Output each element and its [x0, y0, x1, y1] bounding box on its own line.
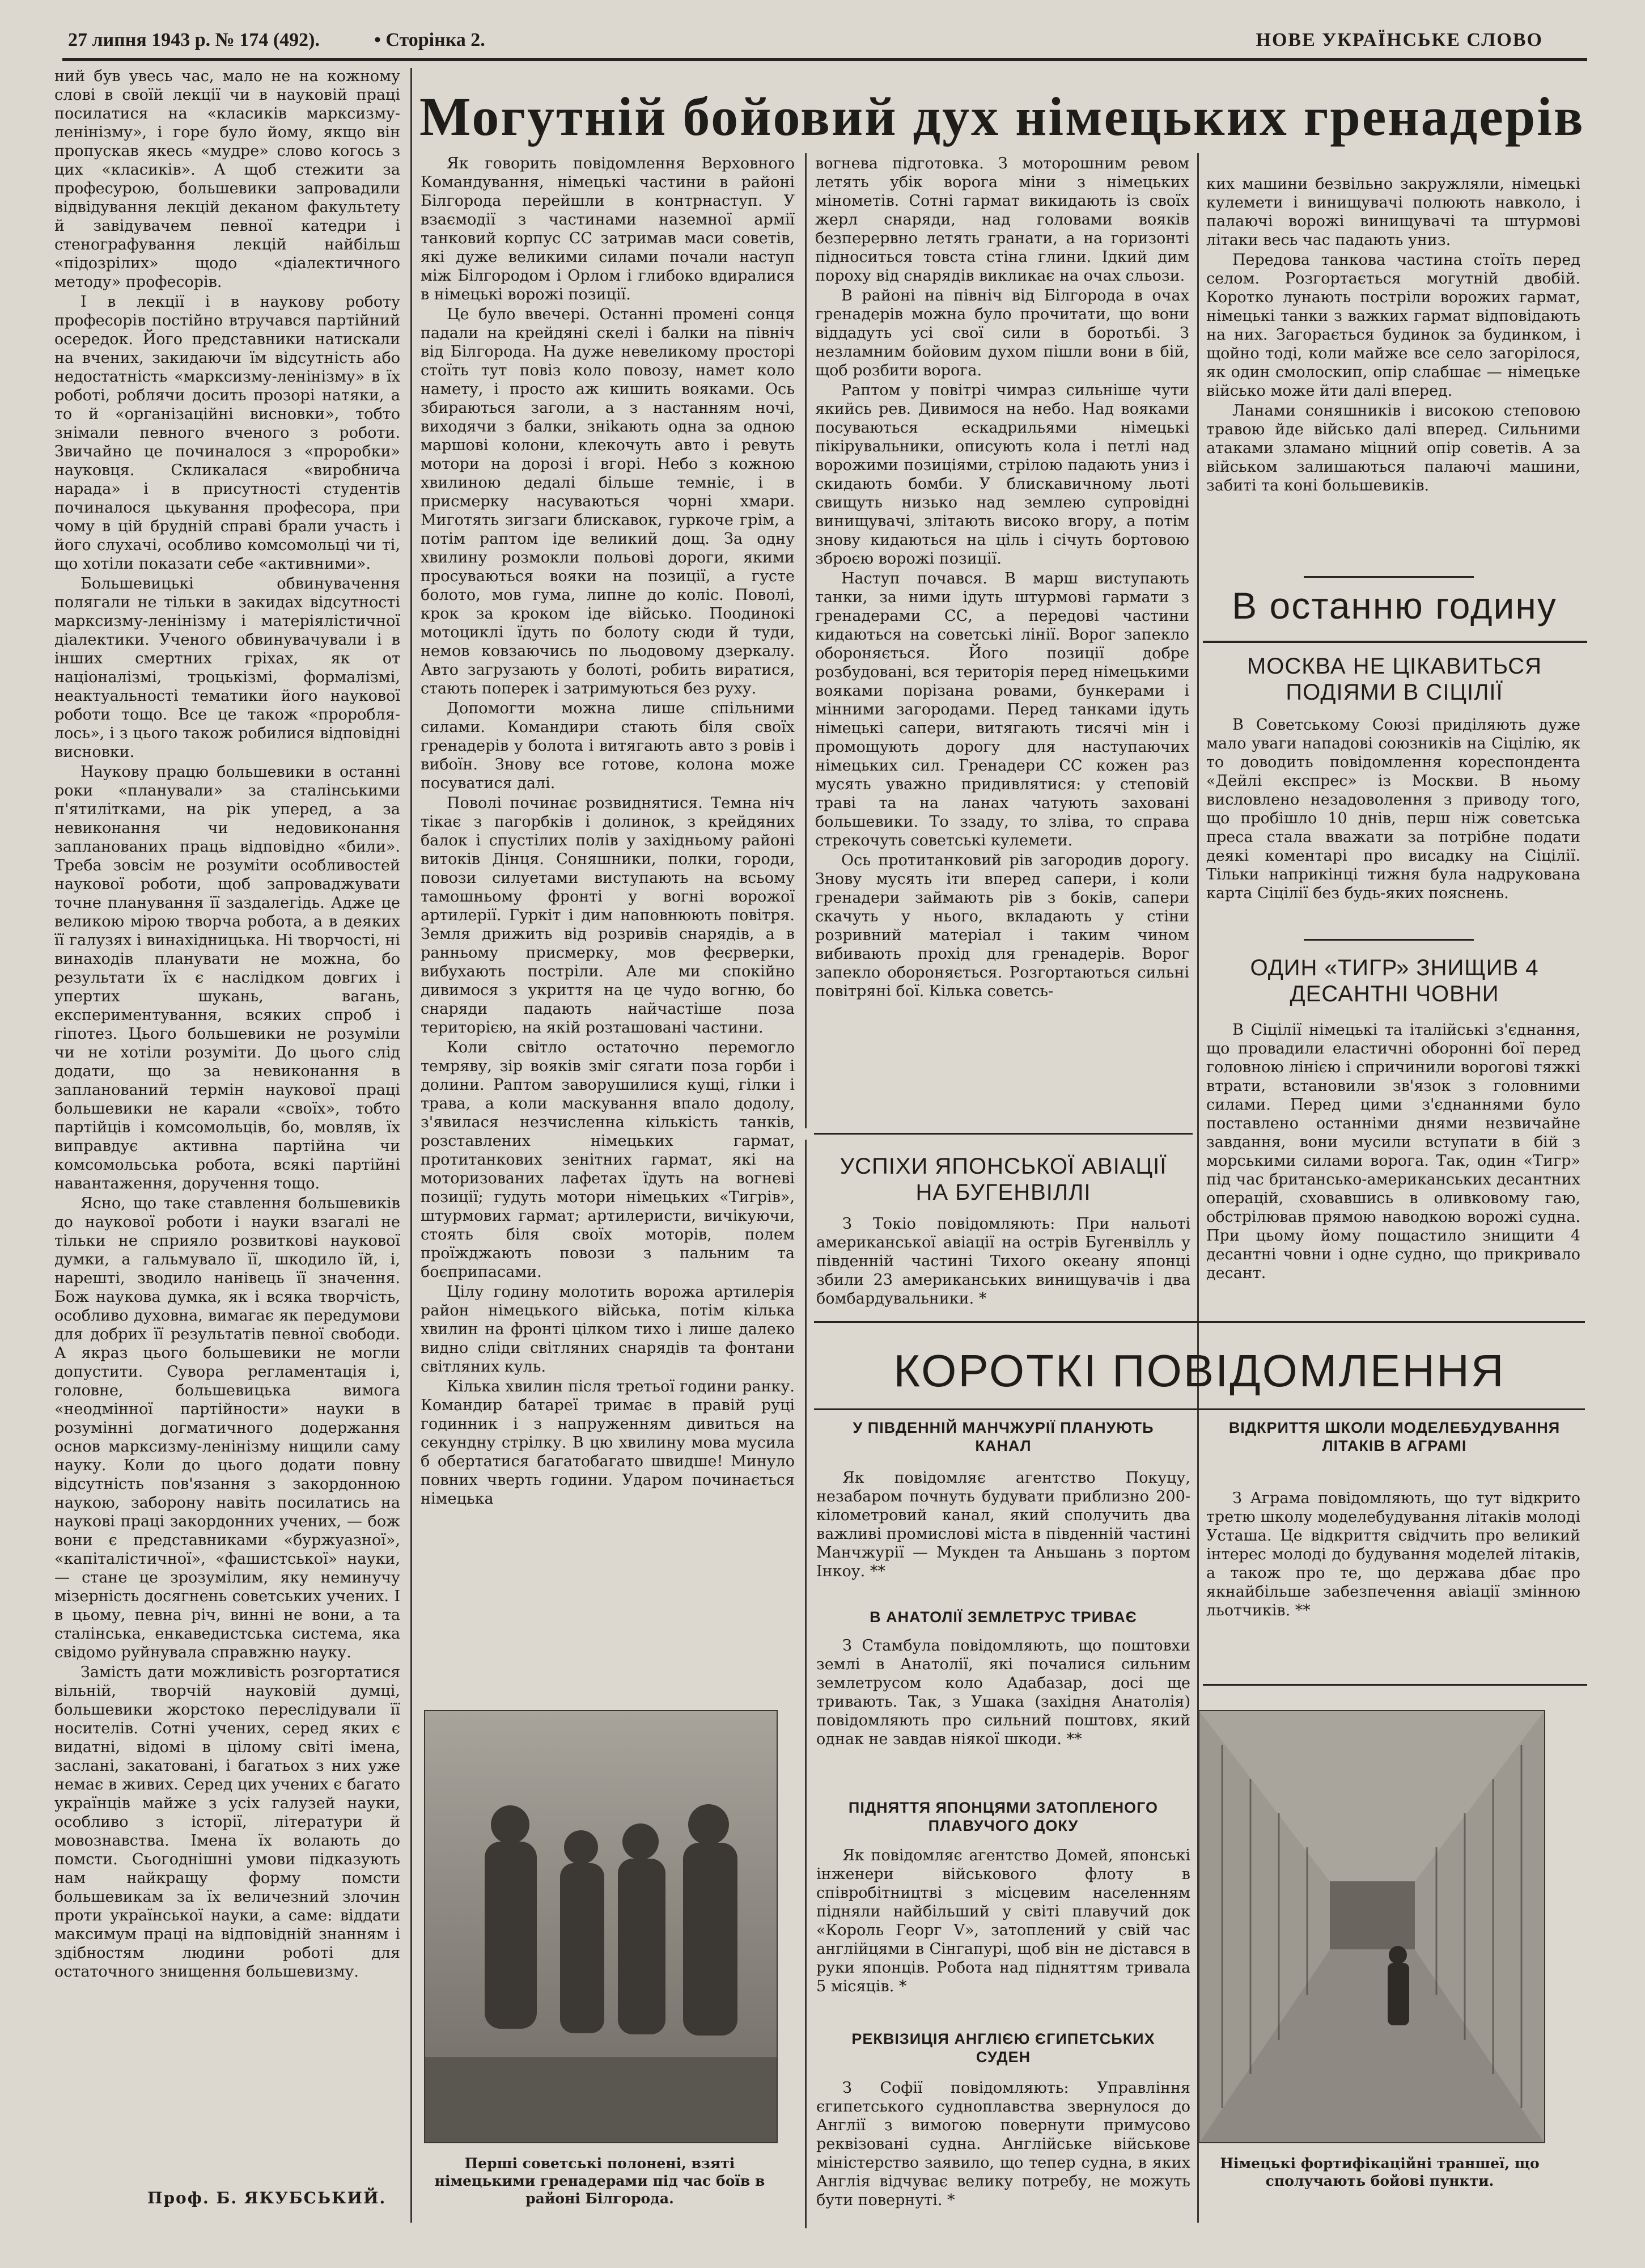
aviation-title-line1: УСПІХИ ЯПОНСЬКОЇ АВІАЦІЇ: [840, 1154, 1167, 1179]
article-paragraph: Передова танкова частина стоїть перед селом. Розгортається могутній двобій. Коротко лунають постріли ворожих гармат, німецькі танки з важких гармат відповідають на них. Загорається будинок за будинком, і щойно тоді, коли майже все село загорілося, як один смолоскип, опір слабшає — німецьке військо може йти далі вперед.: [1206, 251, 1580, 400]
section-rule: [814, 1408, 1585, 1410]
tiger-text: В Сіцілії німецькі та італійські з'єднання, що провадили еластичні оборонні бої перед головною лінією і спричинили ворогові тяжкі втрати, встановили зв'язок з головними силами. Перед цими з'єднаннями було поставлено останніми днями незвичайне завдання, вони мусили вступати в бій з морськими силами ворога. Так, один «Тигр» під час британсько-американських десантних операцій, сховавшись в оливковому гаю, обстрілював прямою наводкою ворожі судна. При цьому йому пощастило знищити 4 десантні човни і одне судно, що прикривало десант.: [1206, 1021, 1580, 1282]
aviation-text-block: [816, 1215, 1190, 1309]
article-paragraph: Раптом у повітрі чимраз сильніше чути якийсь рев. Дивимося на небо. Над вояками посуваються ескадрильями німецькі пікірувальники, описують кола і петлі над ворожими позиціями, стрілою падають униз і скидають бомби. У блискавичному льоті свищуть низько над землею супровідні винищувачі, злітають високо вгору, а потім знову кидаються на ціль і січуть бортовою зброєю ворожі позиції.: [815, 382, 1189, 568]
tiger-title: ОДИН «ТИГР» ЗНИЩИВ 4 ДЕСАНТНІ ЧОВНИ: [1250, 955, 1539, 1006]
photo-trenches-caption: Німецькі фортифікаційні траншеї, що сполучають бойові пункти.: [1220, 2155, 1540, 2189]
egypt-text-block: [816, 2079, 1190, 2211]
article-paragraph: В районі на північ від Білгорода в очах гренадерів можна було прочитати, що вони віддадуть усі свої сили в боротьбі. З незламним бойовим духом пішли вони в бій, щоб розбити ворога.: [815, 287, 1189, 379]
photo-trenches-image: [1199, 1711, 1544, 2142]
article-paragraph: Наступ почався. В марш виступають танки, за ними ідуть штурмові гармати з гренадерами СС, а передові частини кидаються на советські лінії. Ворог запекло обороняється. Його позиції добре розбудовані, вся територія перед німецькими вояками порізана ровами, бункерами і мінними загородами. Перед танками ідуть німецькі сапери, витягають тисячі мін і промощують дорогу для наступаючих німецьких сил. Гренадери СС кожен раз мусять уважно придивлятися: у степовій траві та на ланах чатують заховані большевики. То ззаду, то зліва, то справа стрекочуть советські кулемети.: [815, 570, 1189, 849]
article-signature: Проф. Б. ЯКУБСЬКИЙ.: [147, 2189, 387, 2207]
article-paragraph: Коли світло остаточно перемогло темряву, зір вояків зміг сягати поза горби і долини. Раптом заворушилися кущі, гілки і трава, а коли маскування впало додолу, з'явилася незчисленна кількість танків, розставлених німецьких гармат, протитанкових зенітних гармат, які на моторизованих лафетах їдуть на вогневі позиції; гудуть мотори німецьких «Тигрів», штурмових гармат; артилеристи, вичікуючи, стоять біля своїх моторів, полем проїжджають повози з пальним та боєприпасами.: [421, 1039, 795, 1281]
manchuria-title: У ПІВДЕННІЙ МАНЧЖУРІЇ ПЛАНУЮТЬ КАНАЛ: [853, 1419, 1154, 1454]
tiger-text-block: [1206, 1021, 1580, 1284]
grenadiers-column-1: [421, 154, 795, 1509]
article-paragraph: Цілу годину молотить ворожа артилерія район німецького війська, потім кілька хвилин на фронті цілком тихо і лише далеко видно сліди світляних снарядів та фонтани світляних куль.: [421, 1283, 795, 1376]
article-paragraph: Як говорить повідомлення Верховного Командування, німецькі частини в районі Білгорода перейшли в контрнаступ. У взаємодії з частинами наземної армії танковий корпус СС затримав маси советів, які дуже великими силами почали наступ між Білгородом і Орлом і глибоко вдиралися в німецькі ворожі позиції.: [421, 155, 795, 303]
newspaper-name: НОВЕ УКРАЇНСЬКЕ СЛОВО: [1256, 29, 1543, 50]
quake-title: В АНАТОЛІЇ ЗЕМЛЕТРУС ТРИВАЄ: [870, 1609, 1137, 1626]
header-page-number: • Сторінка 2.: [374, 29, 485, 50]
moscow-text-block: [1206, 716, 1580, 904]
ornament-divider: [1304, 576, 1474, 578]
article-paragraph: ких машини безвільно закружляли, німецькі кулемети і винищувачі полюють навколо, і палаючі ворожі винищувачі та штурмові літаки весь час падають униз.: [1206, 175, 1580, 249]
dock-title: ПІДНЯТТЯ ЯПОНЦЯМИ ЗАТОПЛЕНОГО ПЛАВУЧОГО ДОКУ: [848, 1799, 1159, 1834]
school-title: ВІДКРИТТЯ ШКОЛИ МОДЕЛЕБУДУВАННЯ ЛІТАКІВ В АГРАМІ: [1228, 1419, 1561, 1454]
short-news-title: КОРОТКІ ПОВІДОМЛЕННЯ: [893, 1345, 1506, 1396]
moscow-title: МОСКВА НЕ ЦІКАВИТЬСЯ ПОДІЯМИ В СІЦІЛІЇ: [1247, 654, 1542, 705]
article-paragraph: Большевицькі обвинувачення полягали не тільки в закидах відсутності марксизму-ленінізму і матеріялістичної діалектики. Ученого обвинувачували і в інших смертних гріхах, як от націоналізмі, троцькізмі, формалізмі, неактуальності тематики його наукової роботи тощо. Все це також «пророблялось», і з цього також робилися відповідні висновки.: [54, 575, 400, 761]
article-paragraph: вогнева підготовка. З моторошним ревом летять убік ворога міни з німецьких мінометів. Сотні гармат викидають із своїх жерл снаряди, над головами вояків безперервно летять гранати, а на горизонті підноситься товста стіна глини. Ідкий дим пороху від снарядів викликає на очах сльози.: [815, 155, 1189, 285]
article-paragraph: Кілька хвилин після третьої години ранку. Командир батареї тримає в правій руці годинник і з напруженням дивиться на секундну стрілку. В цю хвилину мова мусила б обертатися багатобагато швидше! Минуло повних чверть години. Ударом починається німецька: [421, 1378, 795, 1508]
header-date-issue: 27 липня 1943 р. № 174 (492).: [68, 29, 320, 50]
photo-prisoners: [424, 1710, 778, 2143]
egypt-title: РЕКВІЗИЦІЯ АНГЛІЄЮ ЄГИПЕТСЬКИХ СУДЕН: [851, 2030, 1155, 2066]
article-paragraph: Ланами соняшників і високою степовою травою йде військо далі вперед. Сильними атаками зламано міцний опір советів. А за військом залишаються палаючі машини, забиті та коні большевиків.: [1206, 402, 1580, 494]
section-rule: [1203, 641, 1587, 643]
grenadiers-column-3: [1206, 175, 1580, 496]
school-text: З Аграма повідомляють, що тут відкрито третю школу моделебудування літаків молоді Усташа. Це відкриття свідчить про великий інтерес молоді до будування моделей літаків, а також про те, що держава дбає про якнайбільше забезпечення авіації змінною льотчиків. **: [1206, 1490, 1580, 1619]
section-rule: [814, 1321, 1585, 1323]
aviation-title-line2: НА БУГЕНВІЛЛІ: [915, 1180, 1091, 1205]
aviation-title: [814, 1153, 1193, 1205]
article-science-column: [54, 67, 400, 1982]
article-paragraph: Повoлі починає розвиднятися. Темна ніч тікає з пагорбків і долинок, з крейдяних балок і спустілих полів у західньому районі витоків Дінця. Соняшники, полки, городи, повози силуетами виступають на всьому тамошньому фронті у вогні ворожої артилерії. Гуркіт і дим наповнюють повітря. Земля дрижить від розривів снарядів, а в ранньому присмерку, мов феєрверки, вибухають постріли. Але ми спокійно дивимося з укриття на це чудо вогню, бо снаряди падають найчастіше поза територією, на якій розташовані частини.: [421, 794, 795, 1036]
quake-text-block: [816, 1636, 1190, 1750]
grenadiers-column-2: [815, 154, 1189, 1002]
header-rule: [62, 58, 1587, 61]
article-paragraph: І в лекції і в наукову роботу професорів постійно втручався партійний осередок. Його представники натискали на вчених, закидаючи їм відсутність або недостатність «марксизму-ленінізму» в їх роботі, роблячи досить прозорі натяки, а то й «організаційні висновки», тобто знімали певного вченого з роботи. Звичайно це починалося з «проробки» науковця. Скликалася «виробнича нарада» і в присутності студентів починалося цькування професора, при чому в цій брудній справі брали участь і його слухачі, особливо комсомольці чи ті, що хотіли показати себе «активними».: [54, 293, 400, 573]
section-rule: [1203, 1684, 1587, 1686]
last-hour-title: В останню годину: [1232, 585, 1557, 627]
headline-grenadiers: Могутній бойовий дух німецьких гренадерів: [419, 86, 1585, 147]
article-paragraph: Це було ввечері. Останні промені сонця падали на крейдяні скелі і балки на північ від Білгорода. На дуже невеликому просторі стоїть тут повіз коло повозу, намет коло намету, і просто аж кишить вояками. Ось збираються заголи, а з настанням ночі, виходячи з балки, знikaють одна за одною маршові колони, клекочуть авто і ревуть мотори на дорозі і вгорі. Небо з кожною хвилиною дедалі більше темніє, і в присмерку насуваються чорні хмари. Миготять зигзаги блискавок, гуркоче грім, а потім раптом іде великий дощ. За одну хвилину розмокли польові дороги, якими просуваються вояки на позиції, а густе болото, мов гума, липне до коліс. Повoлі, крок за кроком іде військо. Поодинокі мотоциклі їдуть по болоту сюди й туди, немов ковзаючись по льодовому дзеркалу. Авто загрузають у болоті, робить виратися, стають поперек і затримуються без руху.: [421, 306, 795, 697]
photo-prisoners-caption: Перші советські полонені, взяті німецькими гренадерами під час боїв в районі Білгорода.: [434, 2155, 765, 2207]
manchuria-text-block: [816, 1469, 1190, 1582]
column-divider: [805, 1140, 807, 2228]
aviation-text: З Токіо повідомляють: При нальоті американської авіації на острів Бугенвілль у південній частині Тихого океану японці збили 23 американських винищувачів і два бомбардувальники. *: [816, 1215, 1190, 1308]
photo-prisoners-image: [425, 1711, 777, 2142]
section-rule: [1304, 939, 1474, 941]
dock-text-block: [816, 1846, 1190, 1997]
photo-trenches: [1198, 1710, 1545, 2143]
moscow-text: В Советському Союзі приділяють дуже мало уваги нападові союзників на Сіцілію, як то доводить повідомлення кореспондента «Дейлі експрес» із Москви. В ньому висловлено незадоволення з приводу того, що пробішло 10 днів, перш ніж советська преса стала вважати за потрібне подати деякі коментарі про висадку на Сіцілії. Тільки наприкінці тижня була надрукована карта Сіцілії без будь-яких пояснень.: [1206, 716, 1580, 902]
egypt-text: З Софії повідомляють: Управління єгипетського судноплавства звернулося до Англії з вимогою повернути примусово реквізовані судна. Англійське військове міністерство заявило, що тепер судна, в яких Англія відчуває велику потребу, не можуть бути повернуті. *: [816, 2079, 1190, 2209]
school-text-block: [1206, 1489, 1580, 1621]
article-paragraph: Наукову працю большевики в останні роки «планували» за сталінськими п'ятилітками, на рік уперед, а за невиконання чи недовиконання запланованих праць відповідно «били». Треба зовсім не розуміти особливостей наукової роботи, щоб запроваджувати точне планування її заздалегідь. Адже це великою мірою творча робота, а в деяких її галузях і винахідницька. Ні творчості, ні винаходів планувати не можна, бо результати їх є наслідком довгих і упертих шукань, вагань, експериментування, всяких спроб і гіпотез. Цього большевики не розуміли чи не хотіли розуміти. До цього слід додати, що за невиконання в запланований термін наукової праці большевики не карали «своїх», тобто партійців і комсомольців, бо, мовляв, їх виправдує активна партійна чи комсомольська робота, всякі партійні навантаження, доручення тощо.: [54, 763, 400, 1192]
article-paragraph: Ось протитанковий рів загородив дорогу. Знову мусять іти вперед сапери, і коли гренадери займають рів з боків, сапери скачуть у нього, вкладають у стіни розривний матеріал і таким чином вибивають прохід для гренадерів. Ворог запекло обороняється. Розгортаються сильні повітряні бої. Кілька советсь-: [815, 852, 1189, 1000]
article-paragraph: Допомогти можна лише спільними силами. Командири стають біля своїх гренадерів у болота і витягають авто з ровів і вибоїн. Знову все готове, колона може посуватися далі.: [421, 700, 795, 792]
column-divider: [410, 68, 412, 2223]
manchuria-text: Як повідомляє агентство Покуцу, незабаром почнуть будувати приблизно 200-кілометровий канал, який сполучить два важливі промислові міста в південній частині Манчжурії — Мукден та Аньшань з портом Інкоу. **: [816, 1469, 1190, 1580]
article-paragraph: ний був увесь час, мало не на кожному слові в своїй лекції чи в науковій праці посилатися на «класиків марксизму-ленінізму», і горе було йому, якщо він пропускав якесь «мудре» слово когось з цих «класиків». А щоб стежити за професурою, большевики запровадили відвідування лекцій деканом факультету й завідувачем певної катедри і стенографування лекцій найбільш «підозрілих» щодо «діалектичного методу» професорів.: [54, 67, 400, 291]
column-divider: [805, 153, 807, 1128]
section-rule: [814, 1133, 1193, 1135]
quake-text: З Стамбула повідомляють, що поштовхи землі в Анатолії, які почалися сильним землетрусом коло Адабазар, досі ще тривають. Так, з Ушака (західня Анатолія) повідомляють про сильний поштовх, який однак не завдав ніякої шкоди. **: [816, 1637, 1190, 1748]
dock-text: Як повідомляє агентство Домей, японські інженери військового флоту в співробітництві з місцевим населенням підняли найбільший у світі плавучий док «Король Георг V», затоплений у свій час англійцями в Сінгапурі, щоб він не дістався в руки японців. Робота над підняттям тривала 5 місяців. *: [816, 1847, 1190, 1995]
article-paragraph: Замість дати можливість розгортатися вільній, творчій науковій думці, большевики жорстоко переслідували її носителів. Сотні учених, серед яких є видатні, відомі в цілому світі імена, заслані, закатовані, і багатьох з них уже немає в живих. Серед цих учених є багато українців майже з усіх галузей науки, особливо з історії, літератури й мовознавства. Імена їх волають до помсти. Сьогоднішні умови підказують нам найкращу форму помсти большевикам за їх величезний злочин проти української науки, а саме: віддати максимум праці на відповідній знанням і здібностям людини роботі для остаточного знищення большевизму.: [54, 1664, 400, 1981]
article-paragraph: Ясно, що таке ставлення большевиків до наукової роботи і науки взагалі не тільки не сприяло розвиткові наукової думки, а гальмувало її, шкодило їй, і, нарешті, зводило нанівець її значення. Бож наукова думка, як і всяка творчість, особливо духовна, вимагає як передумови для добрих її результатів певної свободи. А якраз цього большевики не могли допустити. Сувора регламентація і, головне, большевицька вимога «неодмінної партійности» науки в розумінні догматичного додержання основ марксизму-ленінізму нищили саму науку. Коли до цього додати повну відсутність пов'язання з закордонною наукою, заборону навіть посилатись на наукові праці закордонних учених, — бож вони є представниками «буржуазної», «капіталістичної», «фашистської» науки, — стане це зрозумілим, яку неминучу мізерність досягнень советських учених. І в цьому, певна річ, винні не вони, а та сталінська, енкаведистська система, яка свідомо руйнувала справжню науку.: [54, 1195, 400, 1661]
